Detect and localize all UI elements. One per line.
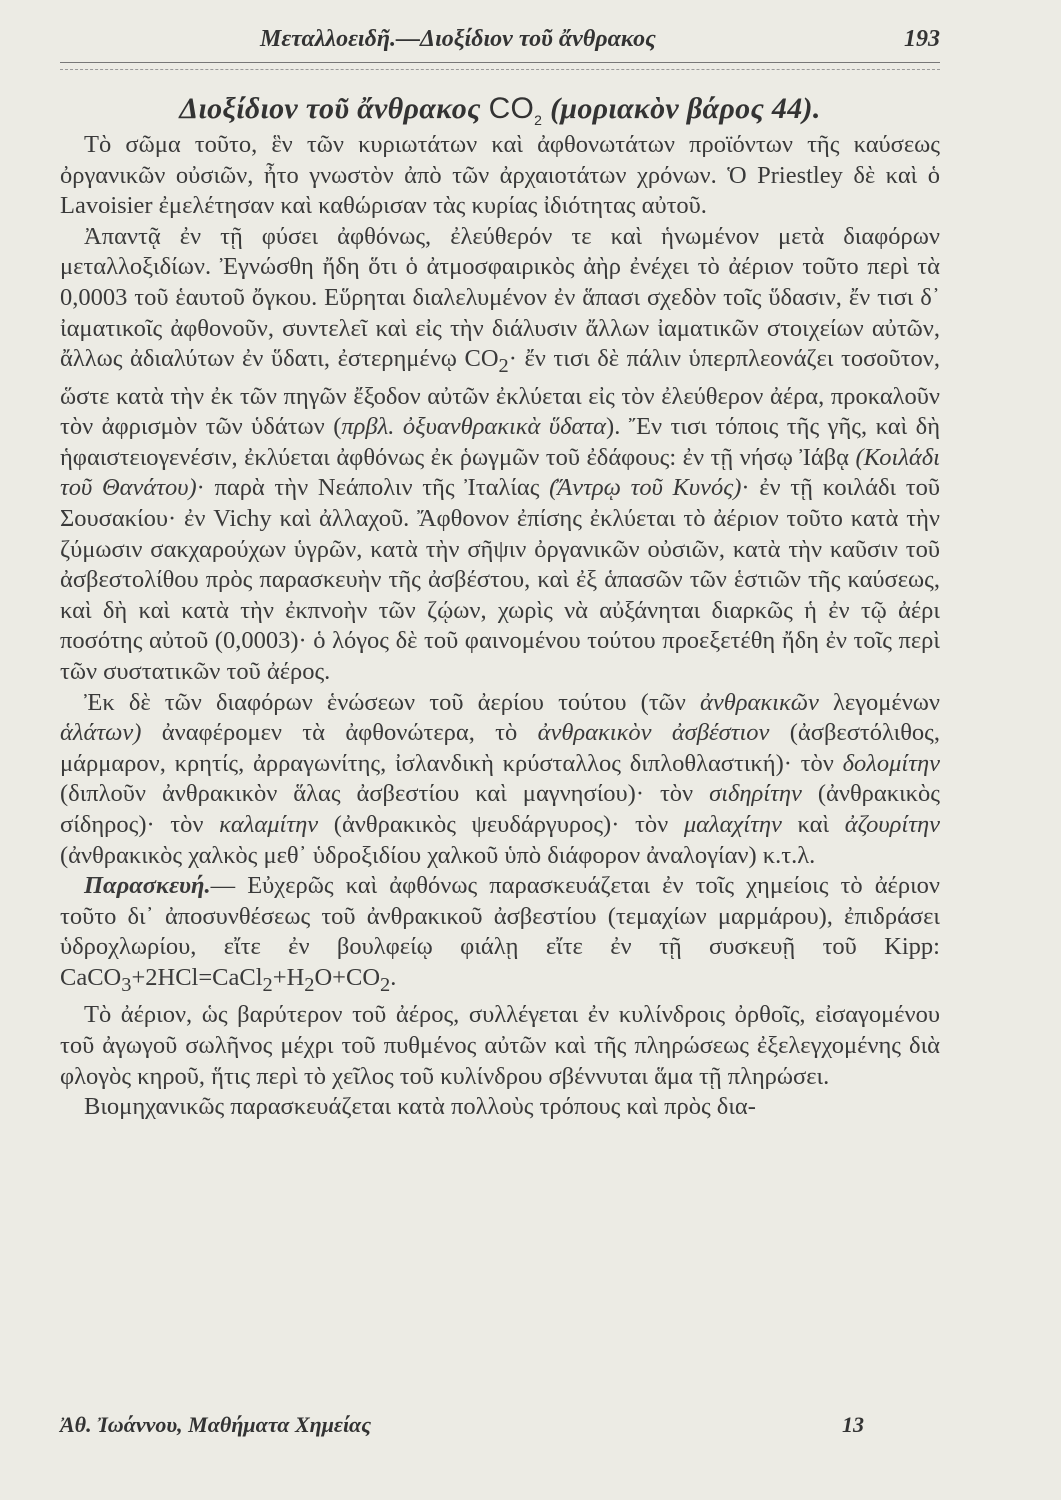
paragraph-1: Τὸ σῶμα τοῦτο, ἓν τῶν κυριωτάτων καὶ ἀφθονωτάτων προϊόντων τῆς καύσεως ὀργανικῶν οὐσιῶν, ἦτο γνωστὸν ἀπὸ τῶν ἀρχαιοτάτων χρόνων. Ὁ Priestley δὲ καὶ ὁ Lavoisier ἐμελέτησαν καὶ καθώρισαν τὰς κυρίας ἰδιότητας αὐτοῦ.	[60, 131, 940, 220]
paragraph-6: Βιομηχανικῶς παρασκευάζεται κατὰ πολλοὺς τρόπους καὶ πρὸς δια-	[84, 1093, 756, 1121]
p2-italic-2: (Κοιλάδι τοῦ Θανάτου)	[60, 443, 940, 502]
preparation-heading: Παρασκευή.	[84, 872, 211, 900]
p3-italic-6: καλαμίτην	[219, 810, 319, 838]
p2-subscript: 2	[498, 355, 509, 378]
section-title	[60, 92, 940, 128]
reaction-equation	[60, 963, 397, 996]
p3-text-d: (ἀσβεστόλιθος, μάρμαρον, κρητίς, ἀρραγωνίτης, ἰσλανδικὴ κρύσταλλος διπλοθλαστική)· τὸν	[60, 719, 941, 777]
running-head	[60, 22, 940, 62]
eq-part-3: +H	[272, 963, 305, 991]
p3-text-h: καὶ	[781, 810, 845, 838]
p3-italic-7: μαλαχίτην	[683, 810, 782, 838]
paragraph-2	[60, 222, 940, 688]
p3-italic-5: σιδηρίτην	[709, 780, 802, 808]
eq-sub-3: 2	[304, 973, 315, 996]
p3-text-f: (ἀνθρακικὸς σίδηρος)· τὸν	[60, 780, 940, 838]
p3-italic-2: ἁλάτων)	[60, 719, 142, 747]
eq-sub-1: 3	[121, 973, 132, 996]
running-head-title: Μεταλλοειδῆ.—Διοξίδιον τοῦ ἄνθρακος	[260, 26, 656, 52]
formula-base: CO	[488, 92, 535, 125]
eq-part-5: .	[390, 963, 397, 991]
p2-text-b: · ἔν τισι δὲ πάλιν ὑπερπλεονάζει τοσοῦτον, ὥστε κατὰ τὴν ἐκ τῶν πηγῶν ἔξοδον αὐτῶν ἐκλύεται εἰς τὸν ἐλεύθερον ἀέρα, προκαλοῦν τὸν ἀφρισμὸν τῶν ὑδάτων (	[60, 345, 940, 441]
page-footer	[60, 1412, 940, 1448]
eq-part-4: O+CO	[314, 963, 381, 991]
formula-subscript: 2	[534, 112, 543, 128]
header-rule	[60, 62, 940, 70]
eq-sub-2: 2	[262, 973, 273, 996]
p2-italic-1: πρβλ. ὀξυανθρακικὰ ὕδατα	[341, 413, 607, 441]
p2-text-d: · παρὰ τὴν Νεάπολιν τῆς Ἰταλίας	[196, 474, 550, 502]
p3-text-g: (ἀνθρακικὸς ψευδάργυρος)· τὸν	[318, 810, 684, 838]
p4-text-a: — Εὐχερῶς καὶ ἀφθόνως παρασκευάζεται ἐν τοῖς χημείοις τὸ ἀέριον τοῦτο δι᾽ ἀποσυνθέσεως τοῦ ἀνθρακικοῦ ἀσβεστίου (τεμαχίων μαρμάρου), ἐπιδράσει ὑδροχλωρίου, εἴτε ἐν βουλφείῳ φιάλῃ εἴτε ἐν τῇ συσκευῇ τοῦ Kipp:	[60, 872, 940, 961]
footer-author-title: Ἀθ. Ἰωάννου, Μαθήματα Χημείας	[60, 1412, 372, 1437]
p3-text-b: λεγομένων	[818, 688, 940, 716]
body-text	[60, 130, 940, 1123]
footer-signature-number: 13	[842, 1412, 864, 1437]
paragraph-4	[60, 871, 940, 1000]
page-number: 193	[904, 26, 940, 52]
p3-text-i: (ἀνθρακικὸς χαλκὸς μεθ᾽ ὑδροξιδίου χαλκοῦ ὑπὸ διάφορον ἀναλογίαν) κ.τ.λ.	[60, 841, 816, 869]
p2-italic-3: (Ἄντρῳ τοῦ Κυνός)	[549, 474, 742, 502]
paragraph-5: Τὸ ἀέριον, ὡς βαρύτερον τοῦ ἀέρος, συλλέγεται ἐν κυλίνδροις ὀρθοῖς, εἰσαγομένου τοῦ ἀγωγοῦ σωλῆνος μέχρι τοῦ πυθμένος αὐτῶν καὶ τῆς πληρώσεως ἐξελεγχομένης διὰ φλογὸς κηροῦ, ἥτις περὶ τὸ χεῖλος τοῦ κυλίνδρου σβέννυται ἅμα τῇ πληρώσει.	[60, 1001, 940, 1090]
p3-italic-8: ἀζουρίτην	[844, 810, 940, 838]
p3-italic-4: δολομίτην	[842, 749, 940, 777]
p3-text-a: Ἐκ δὲ τῶν διαφόρων ἑνώσεων τοῦ ἀερίου τούτου (τῶν	[84, 688, 701, 716]
p3-italic-3: ἀνθρακικὸν ἀσβέστιον	[537, 719, 770, 747]
p2-text-a: Ἀπαντᾷ ἐν τῇ φύσει ἀφθόνως, ἐλεύθερόν τε καὶ ἡνωμένον μετὰ διαφόρων μεταλλοξιδίων. Ἐγνώσθη ἤδη ὅτι ὁ ἀτμοσφαιρικὸς ἀὴρ ἐνέχει τὸ ἀέριον τοῦτο περὶ τὰ 0,0003 τοῦ ἑαυτοῦ ὄγκου. Εὕρηται διαλελυμένον ἐν ἅπασι σχεδὸν τοῖς ὕδασιν, ἔν τισι δ᾽ ἰαματικοῖς ἀφθονοῦν, συντελεῖ καὶ εἰς τὴν διάλυσιν ἄλλων ἰαματικῶν στοιχείων αὐτῶν, ἄλλως ἀδιαλύτων ἐν ὕδατι, ἐστερημένῳ CO	[60, 222, 940, 373]
p2-text-c: ). Ἔν τισι τόποις τῆς γῆς, καὶ δὴ ἡφαιστειογενέσιν, ἐκλύεται ἀφθόνως ἐκ ῥωγμῶν τοῦ ἐδάφους: ἐν τῇ νήσῳ Ἰάβᾳ	[60, 413, 941, 471]
eq-part-2: +2HCl=CaCl	[131, 963, 263, 991]
section-title-formula	[488, 92, 543, 128]
eq-part-1: CaCO	[60, 963, 122, 991]
section-title-prefix: Διοξίδιον τοῦ ἄνθρακος	[179, 92, 489, 125]
paragraph-3	[60, 688, 940, 872]
p3-text-e: (διπλοῦν ἀνθρακικὸν ἅλας ἀσβεστίου καὶ μαγνησίου)· τὸν	[60, 780, 710, 808]
eq-sub-4: 2	[380, 973, 391, 996]
p3-text-c: ἀναφέρομεν τὰ ἀφθονώτερα, τὸ	[141, 719, 538, 747]
p3-italic-1: ἀνθρακικῶν	[700, 688, 819, 716]
p2-text-e: · ἐν τῇ κοιλάδι τοῦ Σουσακίου· ἐν Vichy καὶ ἀλλαχοῦ. Ἄφθονον ἐπίσης ἐκλύεται τὸ ἀέριον τοῦτο κατὰ τὴν ζύμωσιν σακχαρούχων ὑγρῶν, κατὰ τὴν σῆψιν ὀργανικῶν οὐσιῶν, κατὰ τὴν καῦσιν τοῦ ἀσβεστολίθου πρὸς παρασκευὴν τῆς ἀσβέστου, καὶ ἐξ ἁπασῶν τῶν ἑστιῶν τῆς καύσεως, καὶ δὴ καὶ κατὰ τὴν ἐκπνοὴν τῶν ζῴων, χωρὶς νὰ αὐξάνηται διαρκῶς ἡ ἐν τῷ ἀέρι ποσότης αὐτοῦ (0,0003)· ὁ λόγος δὲ τοῦ φαινομένου τούτου προεξετέθη ἤδη ἐν τοῖς περὶ τῶν συστατικῶν τοῦ ἀέρος.	[60, 474, 940, 685]
section-title-suffix: (μοριακὸν βάρος 44).	[542, 92, 821, 125]
